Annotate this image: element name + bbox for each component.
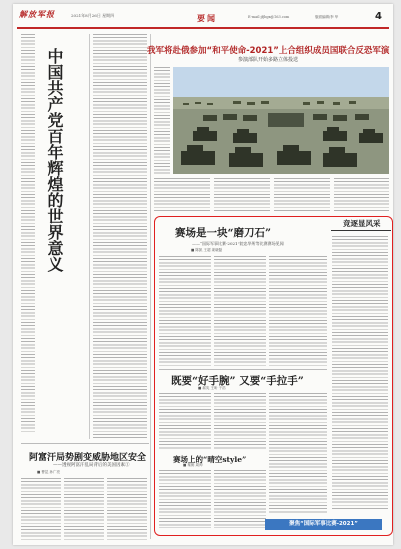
article2-byline: ■ 郝宪 王昕 于浩	[198, 386, 226, 390]
page-number: 4	[375, 11, 382, 22]
body-text-block	[154, 178, 210, 212]
article1-subtitle: ——“国际军事比赛-2021”院忠华所等比赛赛场见闻	[192, 241, 284, 246]
body-text-block	[64, 478, 104, 542]
article3-title: 赛场上的“晴空style”	[173, 455, 247, 464]
feature-section-label: 竞逐显风采	[343, 219, 381, 228]
body-text-block	[154, 67, 170, 174]
editor-credits: 版面编辑/李 华	[315, 15, 339, 19]
top-story-headline: 我军将赴俄参加“和平使命-2021”上合组织成员国联合反恐军演	[147, 46, 390, 56]
body-text-block	[269, 393, 327, 513]
body-text-block	[274, 178, 330, 212]
body-text-block	[334, 178, 389, 212]
article2-title: 既要“好手腕” 又要“手拉手”	[171, 375, 304, 387]
body-text-block	[21, 34, 35, 434]
body-text-block	[159, 470, 211, 528]
military-exercise-photo	[173, 67, 389, 174]
section-title: 要闻	[197, 13, 217, 23]
body-text-block	[159, 393, 211, 449]
column-divider	[89, 34, 90, 439]
body-text-block	[332, 236, 388, 511]
header-rule	[17, 27, 389, 29]
armored-vehicles-image	[173, 67, 389, 174]
left-story-byline: ■ 曹昆 孙广亮	[37, 470, 61, 474]
body-text-block	[93, 34, 147, 439]
body-text-block	[214, 393, 266, 449]
body-text-block	[214, 256, 266, 366]
article3-byline: ■ 秦朗 周帅	[183, 463, 203, 467]
issue-date: 2021年8月26日 星期四	[71, 13, 115, 18]
left-story-subhead: ——透视阿富汗乱局背后的美国因素①	[53, 463, 130, 468]
left-story-headline: 阿富汗局势剧变威胁地区安全	[29, 453, 147, 463]
body-text-block	[214, 178, 270, 212]
top-story-subhead: 参演部队开始多路立体投送	[238, 57, 299, 63]
feature-banner: 聚焦“国际军事比赛-2021”	[265, 519, 382, 530]
body-text-block	[21, 478, 61, 542]
newspaper-page	[13, 4, 393, 545]
body-text-block	[107, 478, 147, 542]
body-text-block	[269, 256, 327, 366]
contact-email: E-mail:jfjbgx@163.com	[248, 15, 290, 19]
article-divider	[159, 369, 327, 370]
body-text-block	[159, 256, 211, 366]
story-divider	[21, 443, 149, 444]
masthead-logo: 解放军报	[19, 9, 55, 19]
label-underline	[331, 230, 391, 231]
article1-title: 赛场是一块“磨刀石”	[175, 227, 272, 239]
body-text-block	[214, 470, 266, 528]
column-divider	[150, 34, 151, 539]
article1-byline: ■ 陈凯 王超 姜晓磊	[191, 248, 223, 252]
vertical-headline: 中国共产党百年辉煌的世界意义	[45, 48, 64, 272]
